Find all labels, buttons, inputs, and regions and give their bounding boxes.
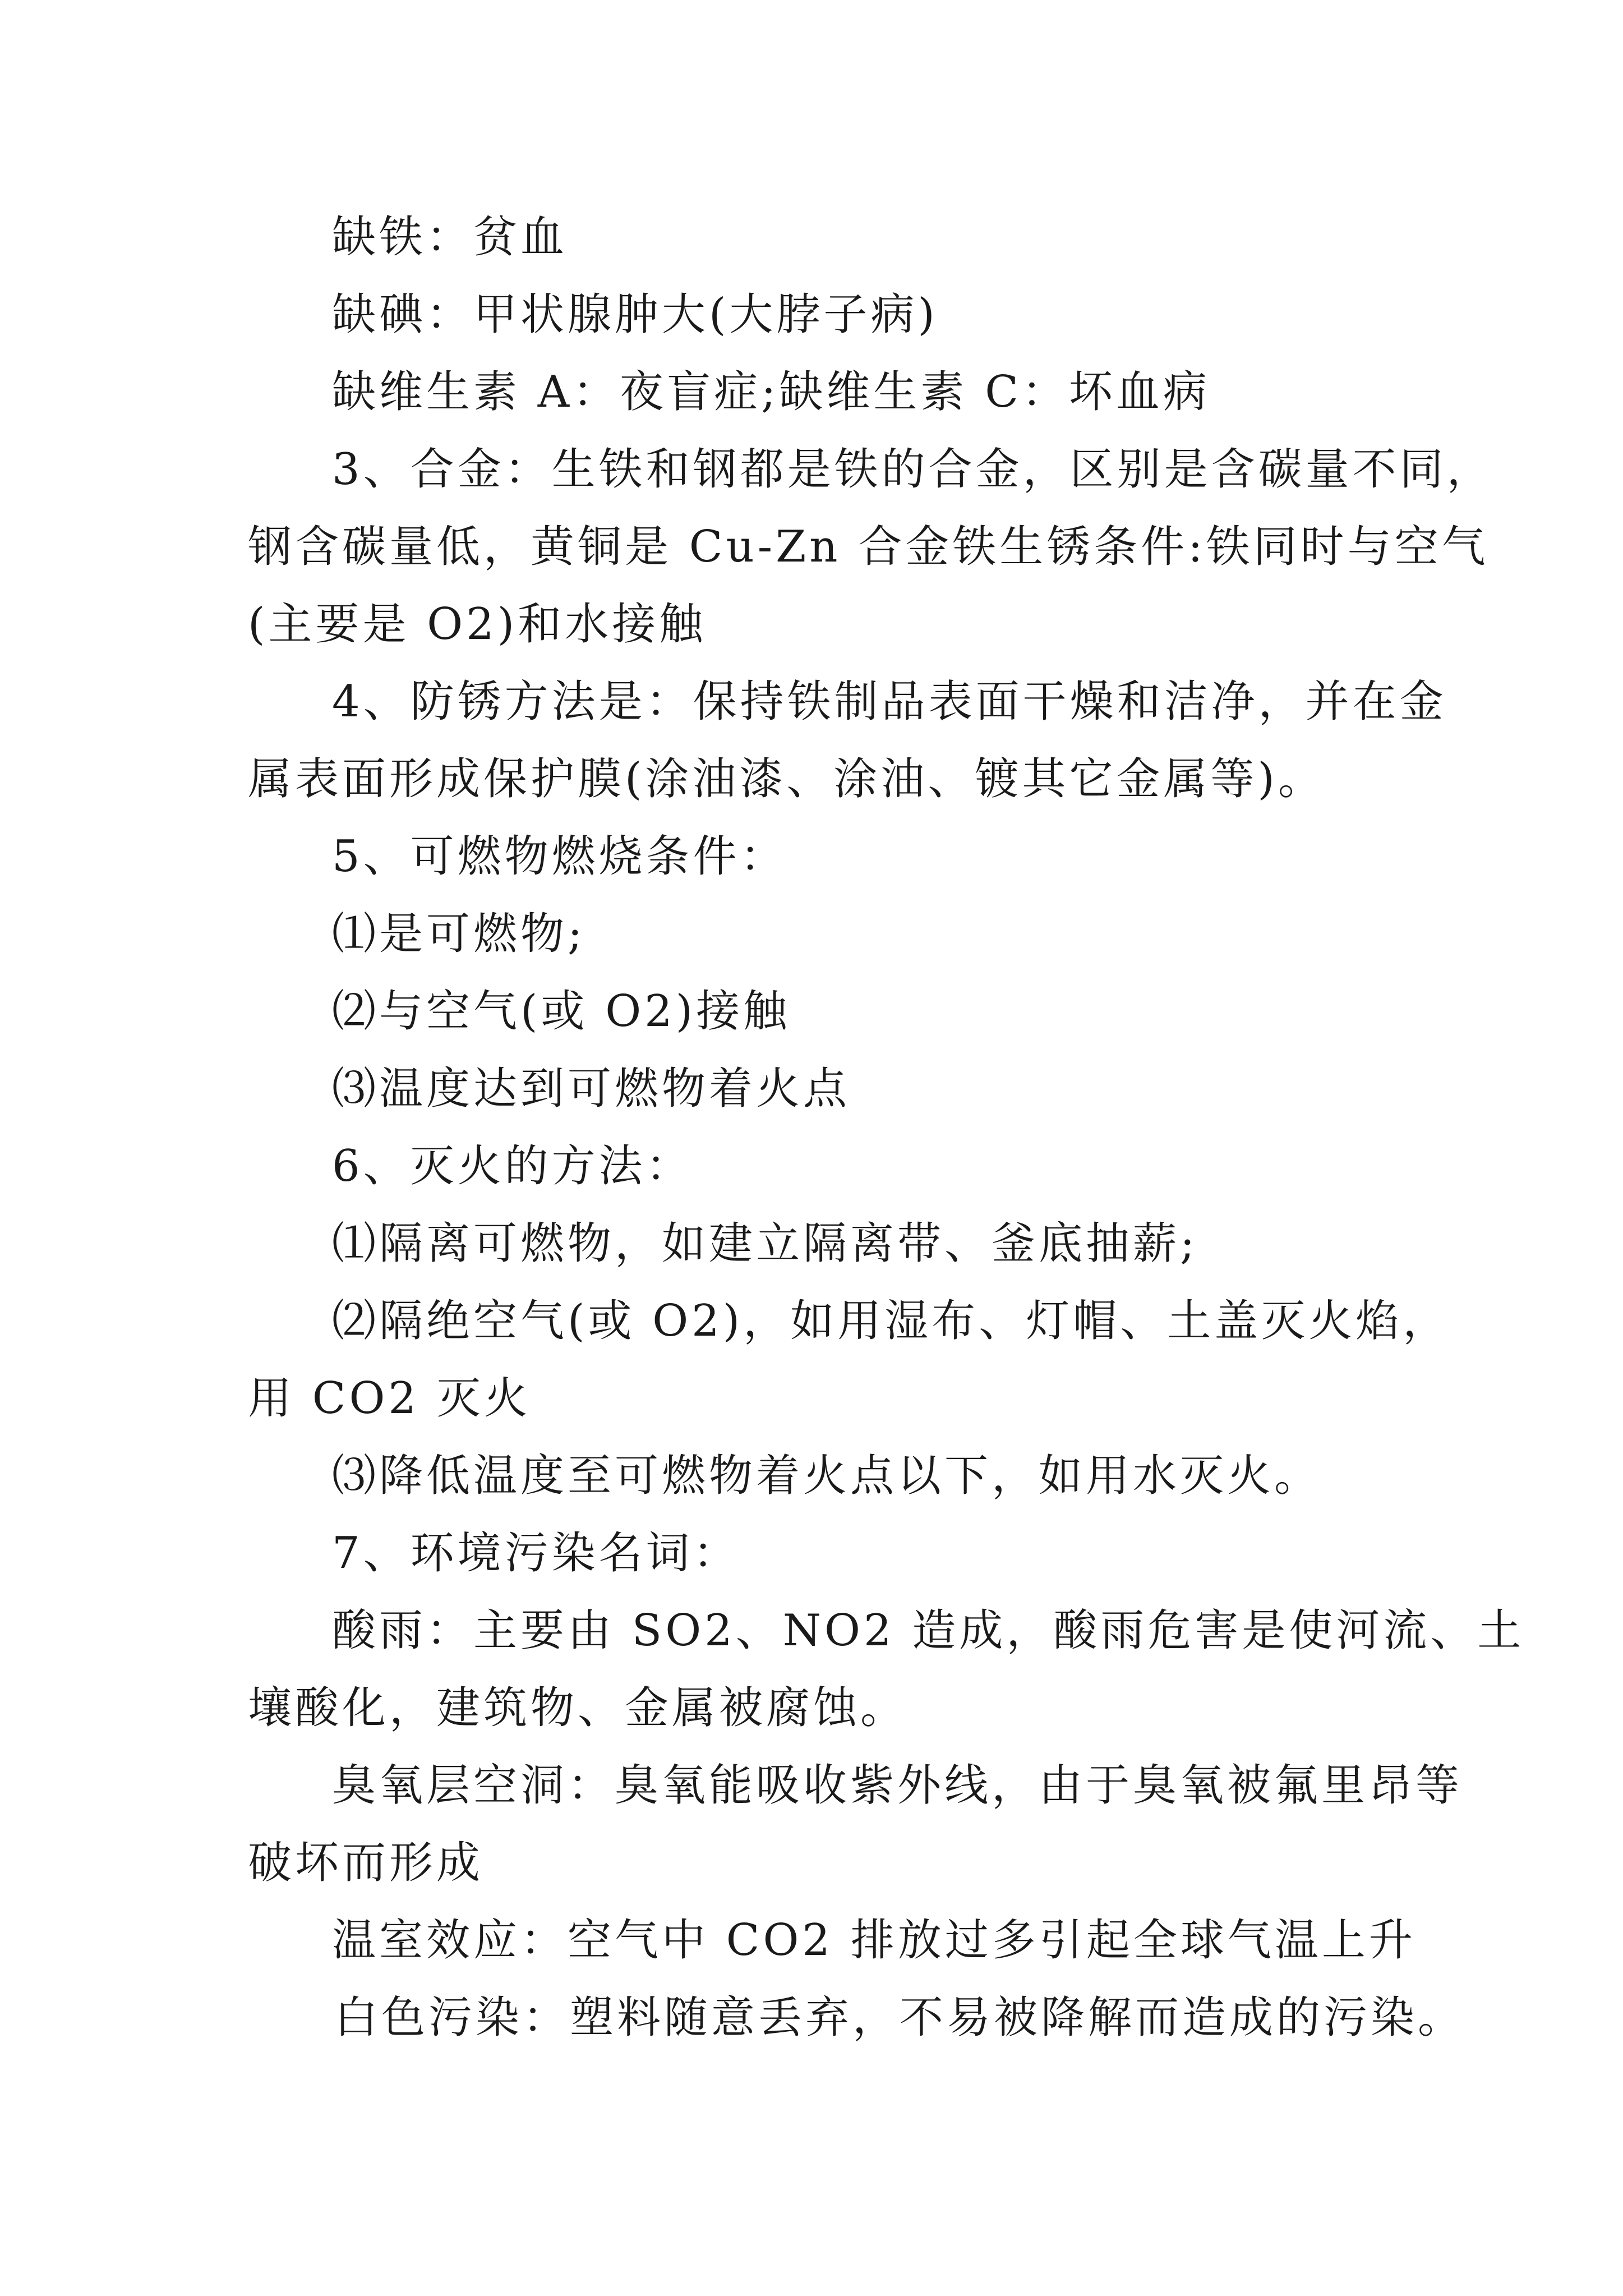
list-item-lower-temperature: ⑶降低温度至可燃物着火点以下，如用水灭火。 — [332, 1451, 1322, 1501]
paragraph-rust-prevention-line-2: 属表面形成保护膜(涂油漆、涂油、镀其它金属等)。 — [248, 754, 1325, 804]
list-item-combustible: ⑴是可燃物; — [332, 909, 586, 959]
paragraph-alloy-line-1: 3、合金：生铁和钢都是铁的合金，区别是含碳量不同， — [332, 444, 1494, 495]
paragraph-acid-rain-line-1: 酸雨：主要由 SO2、NO2 造成，酸雨危害是使河流、土 — [332, 1605, 1525, 1656]
paragraph-greenhouse-effect: 温室效应：空气中 CO2 排放过多引起全球气温上升 — [332, 1915, 1416, 1966]
paragraph-alloy-line-3: (主要是 O2)和水接触 — [248, 599, 707, 650]
list-item-isolate-air-line-2: 用 CO2 灭火 — [248, 1373, 531, 1424]
paragraph-rust-prevention-line-1: 4、防锈方法是：保持铁制品表面干燥和洁净，并在金 — [332, 677, 1447, 727]
list-item-isolate-air-line-1: ⑵隔绝空气(或 O2)，如用湿布、灯帽、土盖灭火焰， — [332, 1296, 1450, 1346]
list-item-isolate-combustible: ⑴隔离可燃物，如建立隔离带、釜底抽薪; — [332, 1218, 1198, 1269]
list-item-oxygen-contact: ⑵与空气(或 O2)接触 — [332, 986, 791, 1037]
paragraph-white-pollution: 白色污染：塑料随意丢弃，不易被降解而造成的污染。 — [334, 1993, 1465, 2043]
paragraph-alloy-line-2: 钢含碳量低，黄铜是 Cu-Zn 合金铁生锈条件:铁同时与空气 — [248, 522, 1489, 572]
line-iodine-deficiency: 缺碘：甲状腺肿大(大脖子病) — [332, 289, 938, 340]
heading-combustion-conditions: 5、可燃物燃烧条件： — [332, 831, 787, 882]
list-item-ignition-point: ⑶温度达到可燃物着火点 — [332, 1064, 851, 1114]
line-vitamin-deficiency: 缺维生素 A：夜盲症;缺维生素 C：坏血病 — [332, 367, 1210, 417]
heading-environmental-pollution: 7、环境污染名词： — [332, 1528, 740, 1579]
heading-fire-extinguishing: 6、灭火的方法： — [332, 1141, 693, 1191]
paragraph-acid-rain-line-2: 壤酸化，建筑物、金属被腐蚀。 — [248, 1683, 908, 1733]
paragraph-ozone-hole-line-1: 臭氧层空洞：臭氧能吸收紫外线，由于臭氧被氟里昂等 — [332, 1760, 1463, 1811]
paragraph-ozone-hole-line-2: 破坏而形成 — [248, 1838, 484, 1888]
line-iron-deficiency: 缺铁：贫血 — [332, 212, 568, 263]
document-body — [248, 199, 1525, 2056]
